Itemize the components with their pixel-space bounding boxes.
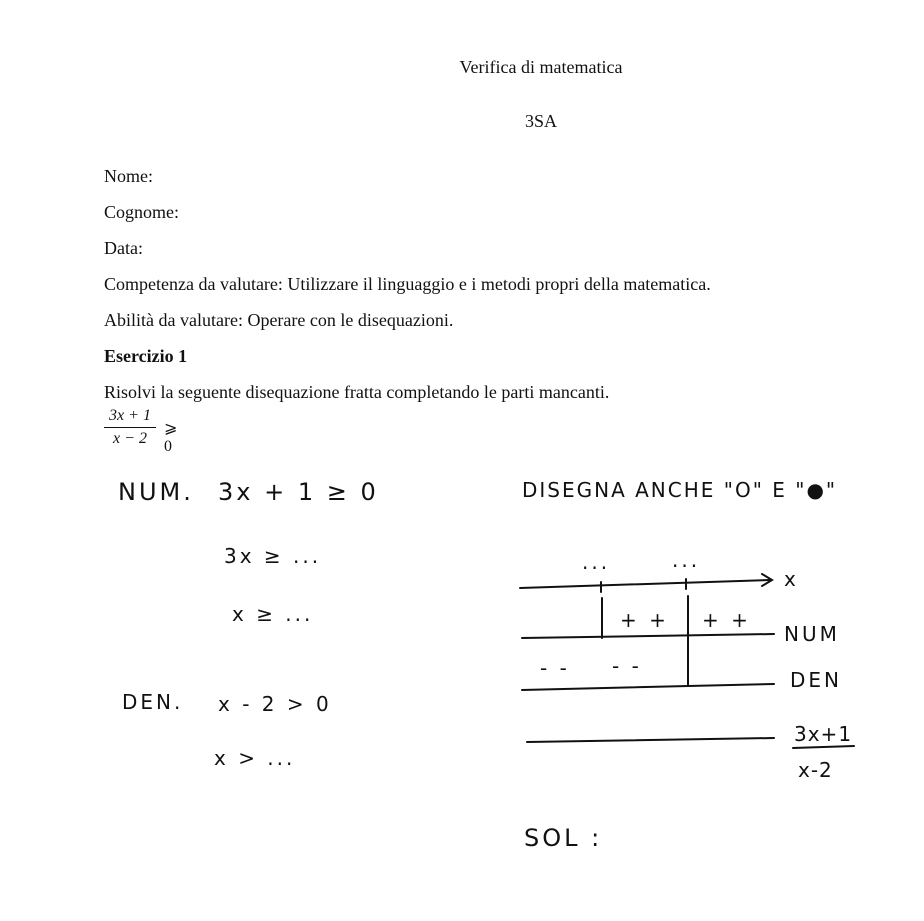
num-label: NUM. <box>118 478 194 506</box>
num-step-2: x ≥ ... <box>232 602 314 626</box>
field-cognome: Cognome: <box>104 202 179 222</box>
den-inequality: x - 2 > 0 <box>218 692 332 716</box>
den-step: x > ... <box>214 746 296 770</box>
exercise-instruction: Risolvi la seguente disequazione fratta completando le parti mancanti. <box>104 382 610 402</box>
class-label: 3SA <box>524 111 557 131</box>
draw-note: DISEGNA ANCHE "O" E "●" <box>522 478 838 502</box>
exercise-heading: Esercizio 1 <box>104 346 188 366</box>
fraction-numerator: 3x + 1 <box>109 407 151 424</box>
num-row-label: NUM <box>784 622 840 646</box>
page-title: Verifica di matematica <box>459 57 623 77</box>
den-signs-2: - - <box>612 654 642 678</box>
num-signs-1: + + <box>620 608 669 632</box>
result-denominator: x-2 <box>798 758 833 782</box>
axis-x-label: x <box>784 567 799 591</box>
field-data: Data: <box>104 238 143 258</box>
den-row-line <box>522 684 774 690</box>
num-signs-2: + + <box>702 608 751 632</box>
den-label: DEN. <box>122 690 184 714</box>
fraction-relation: ⩾ 0 <box>164 420 178 455</box>
result-numerator: 3x+1 <box>794 722 853 746</box>
num-step-1: 3x ≥ ... <box>224 544 322 568</box>
result-fraction-bar <box>793 746 854 748</box>
solution-label: SOL : <box>524 824 603 852</box>
den-row-label: DEN <box>790 668 842 692</box>
axis-line <box>520 580 770 588</box>
result-row-line <box>527 738 774 742</box>
axis-dots-1: ... <box>582 550 611 574</box>
num-inequality: 3x + 1 ≥ 0 <box>218 478 379 506</box>
axis-dots-2: ... <box>672 548 701 572</box>
field-nome: Nome: <box>104 166 153 186</box>
num-row-line <box>522 634 774 638</box>
competenza-text: Competenza da valutare: Utilizzare il linguaggio e i metodi propri della matematica. <box>104 274 711 294</box>
fraction-denominator: x − 2 <box>113 430 147 447</box>
abilita-text: Abilità da valutare: Operare con le disequazioni. <box>104 310 454 330</box>
den-signs-1: - - <box>540 656 570 680</box>
